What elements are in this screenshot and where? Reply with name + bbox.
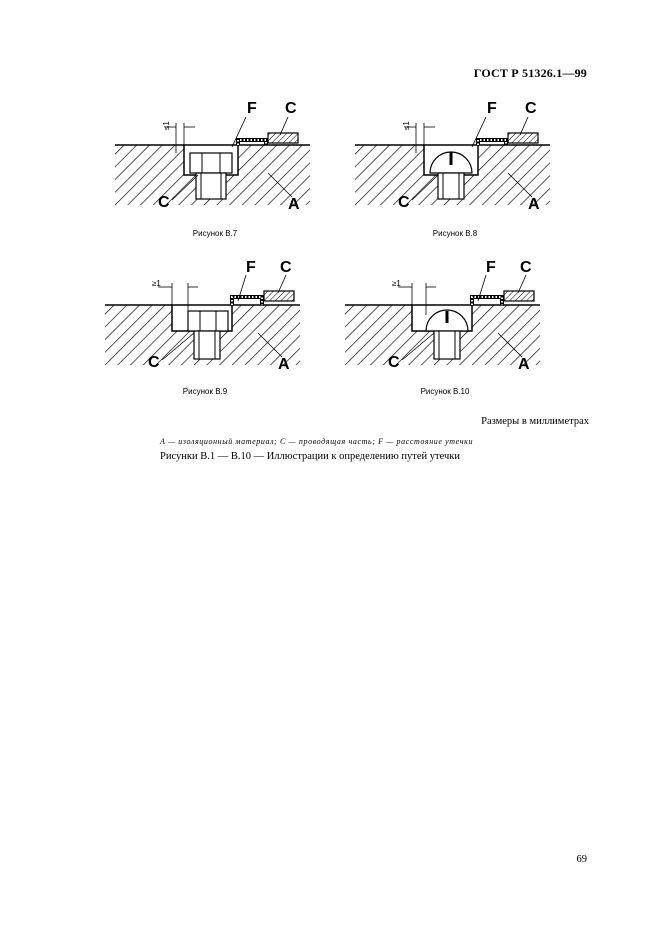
label-f: F <box>486 259 496 276</box>
dimension-label: ≥1 <box>392 279 401 288</box>
label-a: A <box>518 356 530 373</box>
figures-title: Рисунки В.1 — В.10 — Иллюстрации к определению путей утечки <box>160 451 460 462</box>
figure-b7-caption: Рисунок В.7 <box>192 229 238 238</box>
dimension-label: ≤1 <box>402 121 411 130</box>
figure-b7 <box>110 95 310 235</box>
dimension-label: ≥1 <box>152 279 161 288</box>
label-c-bottom: C <box>388 354 400 371</box>
label-c-bottom: C <box>148 354 160 371</box>
label-f: F <box>246 259 256 276</box>
figure-b8-caption: Рисунок В.8 <box>432 229 478 238</box>
dimension-label: ≤1 <box>162 121 171 130</box>
label-f: F <box>247 100 257 117</box>
figure-b9 <box>100 255 300 395</box>
label-a: A <box>278 356 290 373</box>
label-c-top: C <box>520 259 532 276</box>
label-a: A <box>528 196 540 213</box>
label-c-top: C <box>525 100 537 117</box>
figure-legend: A — изоляционный материал; C — проводящая часть; F — расстояние утечки <box>160 437 474 446</box>
units-note: Размеры в миллиметрах <box>481 416 589 427</box>
label-c-top: C <box>280 259 292 276</box>
label-c-bottom: C <box>398 194 410 211</box>
figure-b8 <box>350 95 550 235</box>
figure-b9-caption: Рисунок В.9 <box>182 387 228 396</box>
label-c-bottom: C <box>158 194 170 211</box>
page-number: 69 <box>576 854 587 865</box>
figure-b10-caption: Рисунок В.10 <box>420 387 470 396</box>
label-f: F <box>487 100 497 117</box>
figure-b10 <box>340 255 540 395</box>
document-header: ГОСТ Р 51326.1—99 <box>473 66 587 80</box>
label-c-top: C <box>285 100 297 117</box>
label-a: A <box>288 196 300 213</box>
